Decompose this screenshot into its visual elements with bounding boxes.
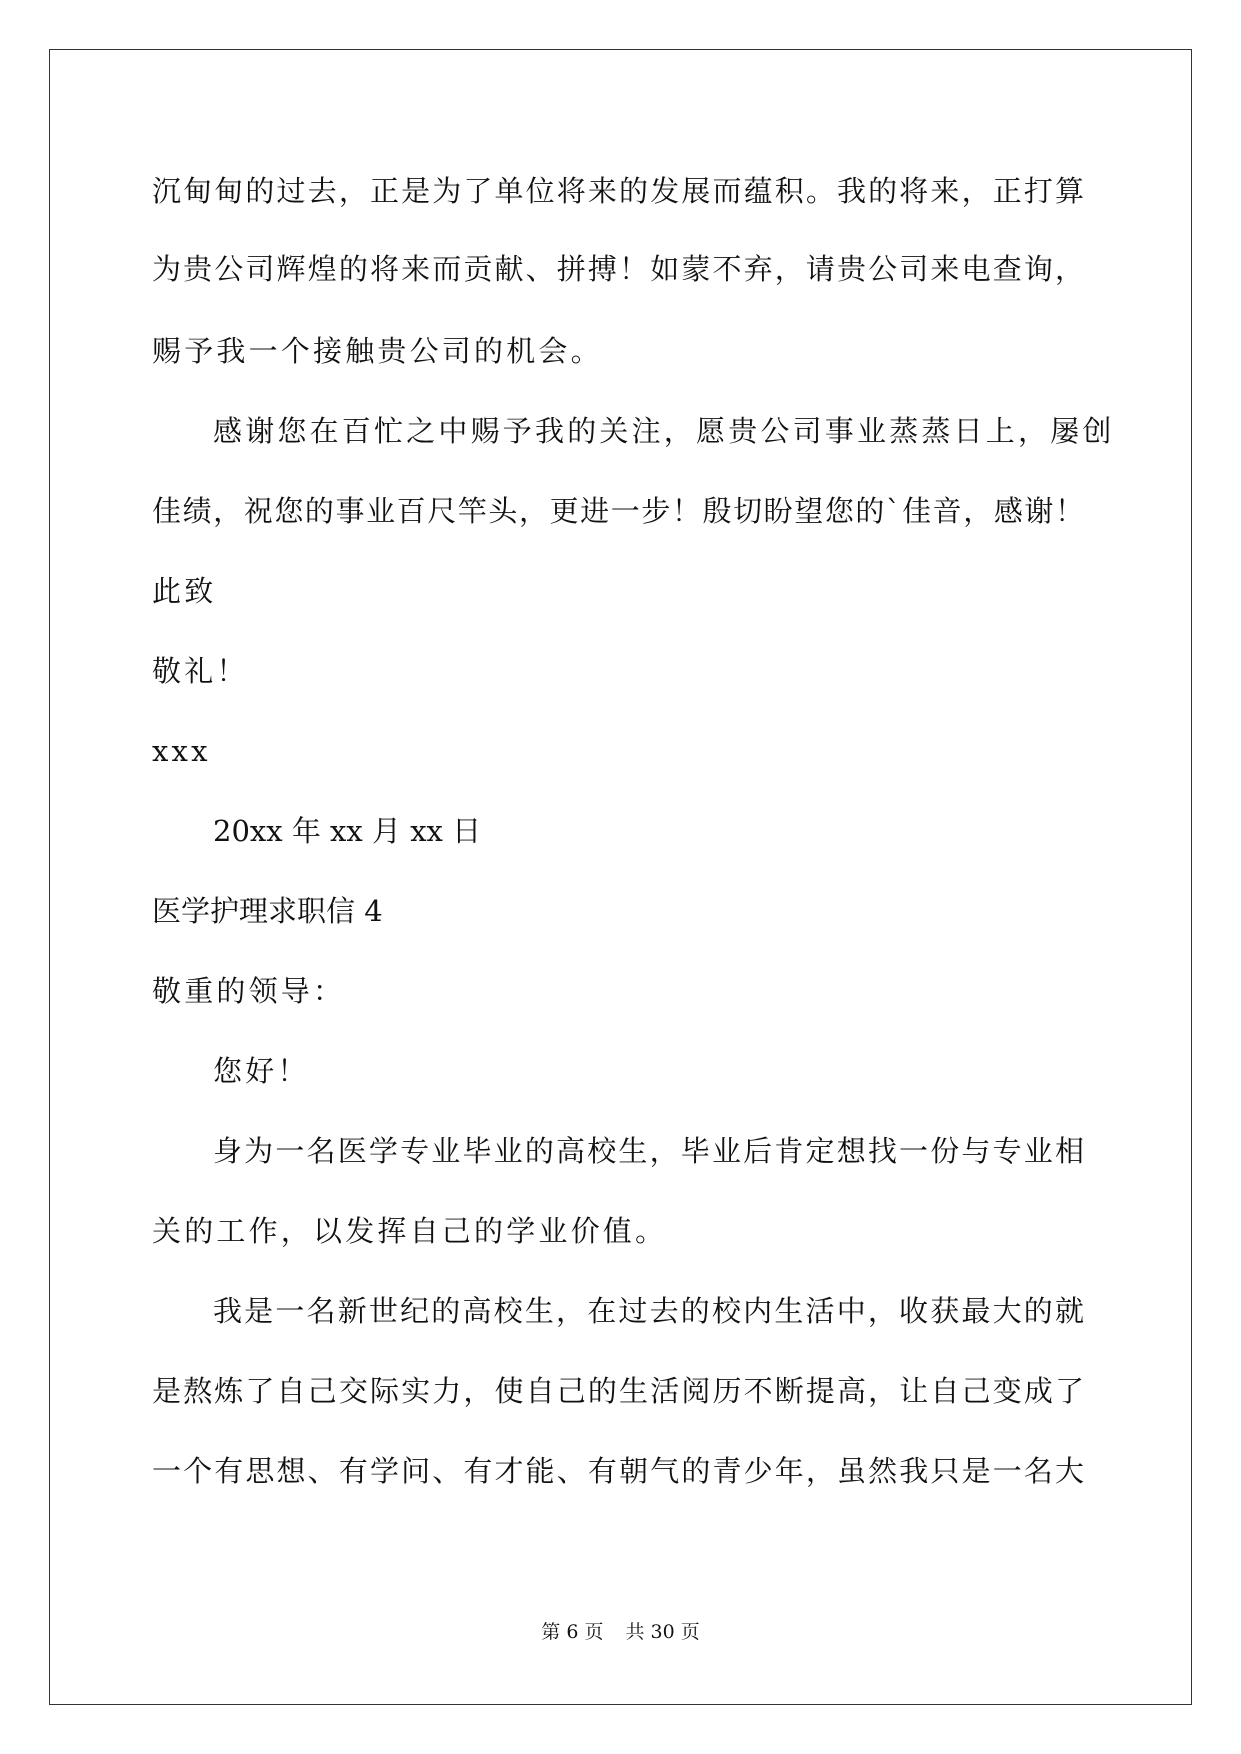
page-footer	[0, 1620, 1241, 1644]
body-line: 是熬炼了自己交际实力，使自己的生活阅历不断提高，让自己变成了	[152, 1374, 1084, 1408]
body-line: 感谢您在百忙之中赐予我的关注，愿贵公司事业蒸蒸日上，屡创	[213, 414, 1115, 448]
letter-date: 20xx 年 xx 月 xx 日	[213, 814, 482, 848]
body-line: 一个有思想、有学问、有才能、有朝气的青少年，虽然我只是一名大	[152, 1454, 1084, 1488]
signature-name: xxx	[152, 734, 211, 768]
body-line: 关的工作，以发挥自己的学业价值。	[152, 1214, 668, 1248]
body-line: 我是一名新世纪的高校生，在过去的校内生活中，收获最大的就	[213, 1294, 1084, 1328]
greeting-hello: 您好！	[213, 1054, 310, 1088]
closing-salutation: 此致	[152, 574, 217, 608]
page-number: 第 6 页	[541, 1621, 604, 1643]
page-total: 共 30 页	[625, 1621, 700, 1643]
body-line: 为贵公司辉煌的将来而贡献、拼搏！如蒙不弃，请贵公司来电查询，	[152, 252, 1084, 286]
body-line: 身为一名医学专业毕业的高校生，毕业后肯定想找一份与专业相	[213, 1134, 1084, 1168]
body-line: 佳绩，祝您的事业百尺竿头，更进一步！殷切盼望您的`佳音，感谢！	[152, 494, 1084, 528]
closing-regards: 敬礼！	[152, 654, 249, 688]
greeting: 敬重的领导：	[152, 974, 346, 1008]
body-line: 赐予我一个接触贵公司的机会。	[152, 334, 603, 368]
body-line: 沉甸甸的过去，正是为了单位将来的发展而蕴积。我的将来，正打算	[152, 174, 1084, 208]
section-heading: 医学护理求职信 4	[152, 894, 383, 928]
